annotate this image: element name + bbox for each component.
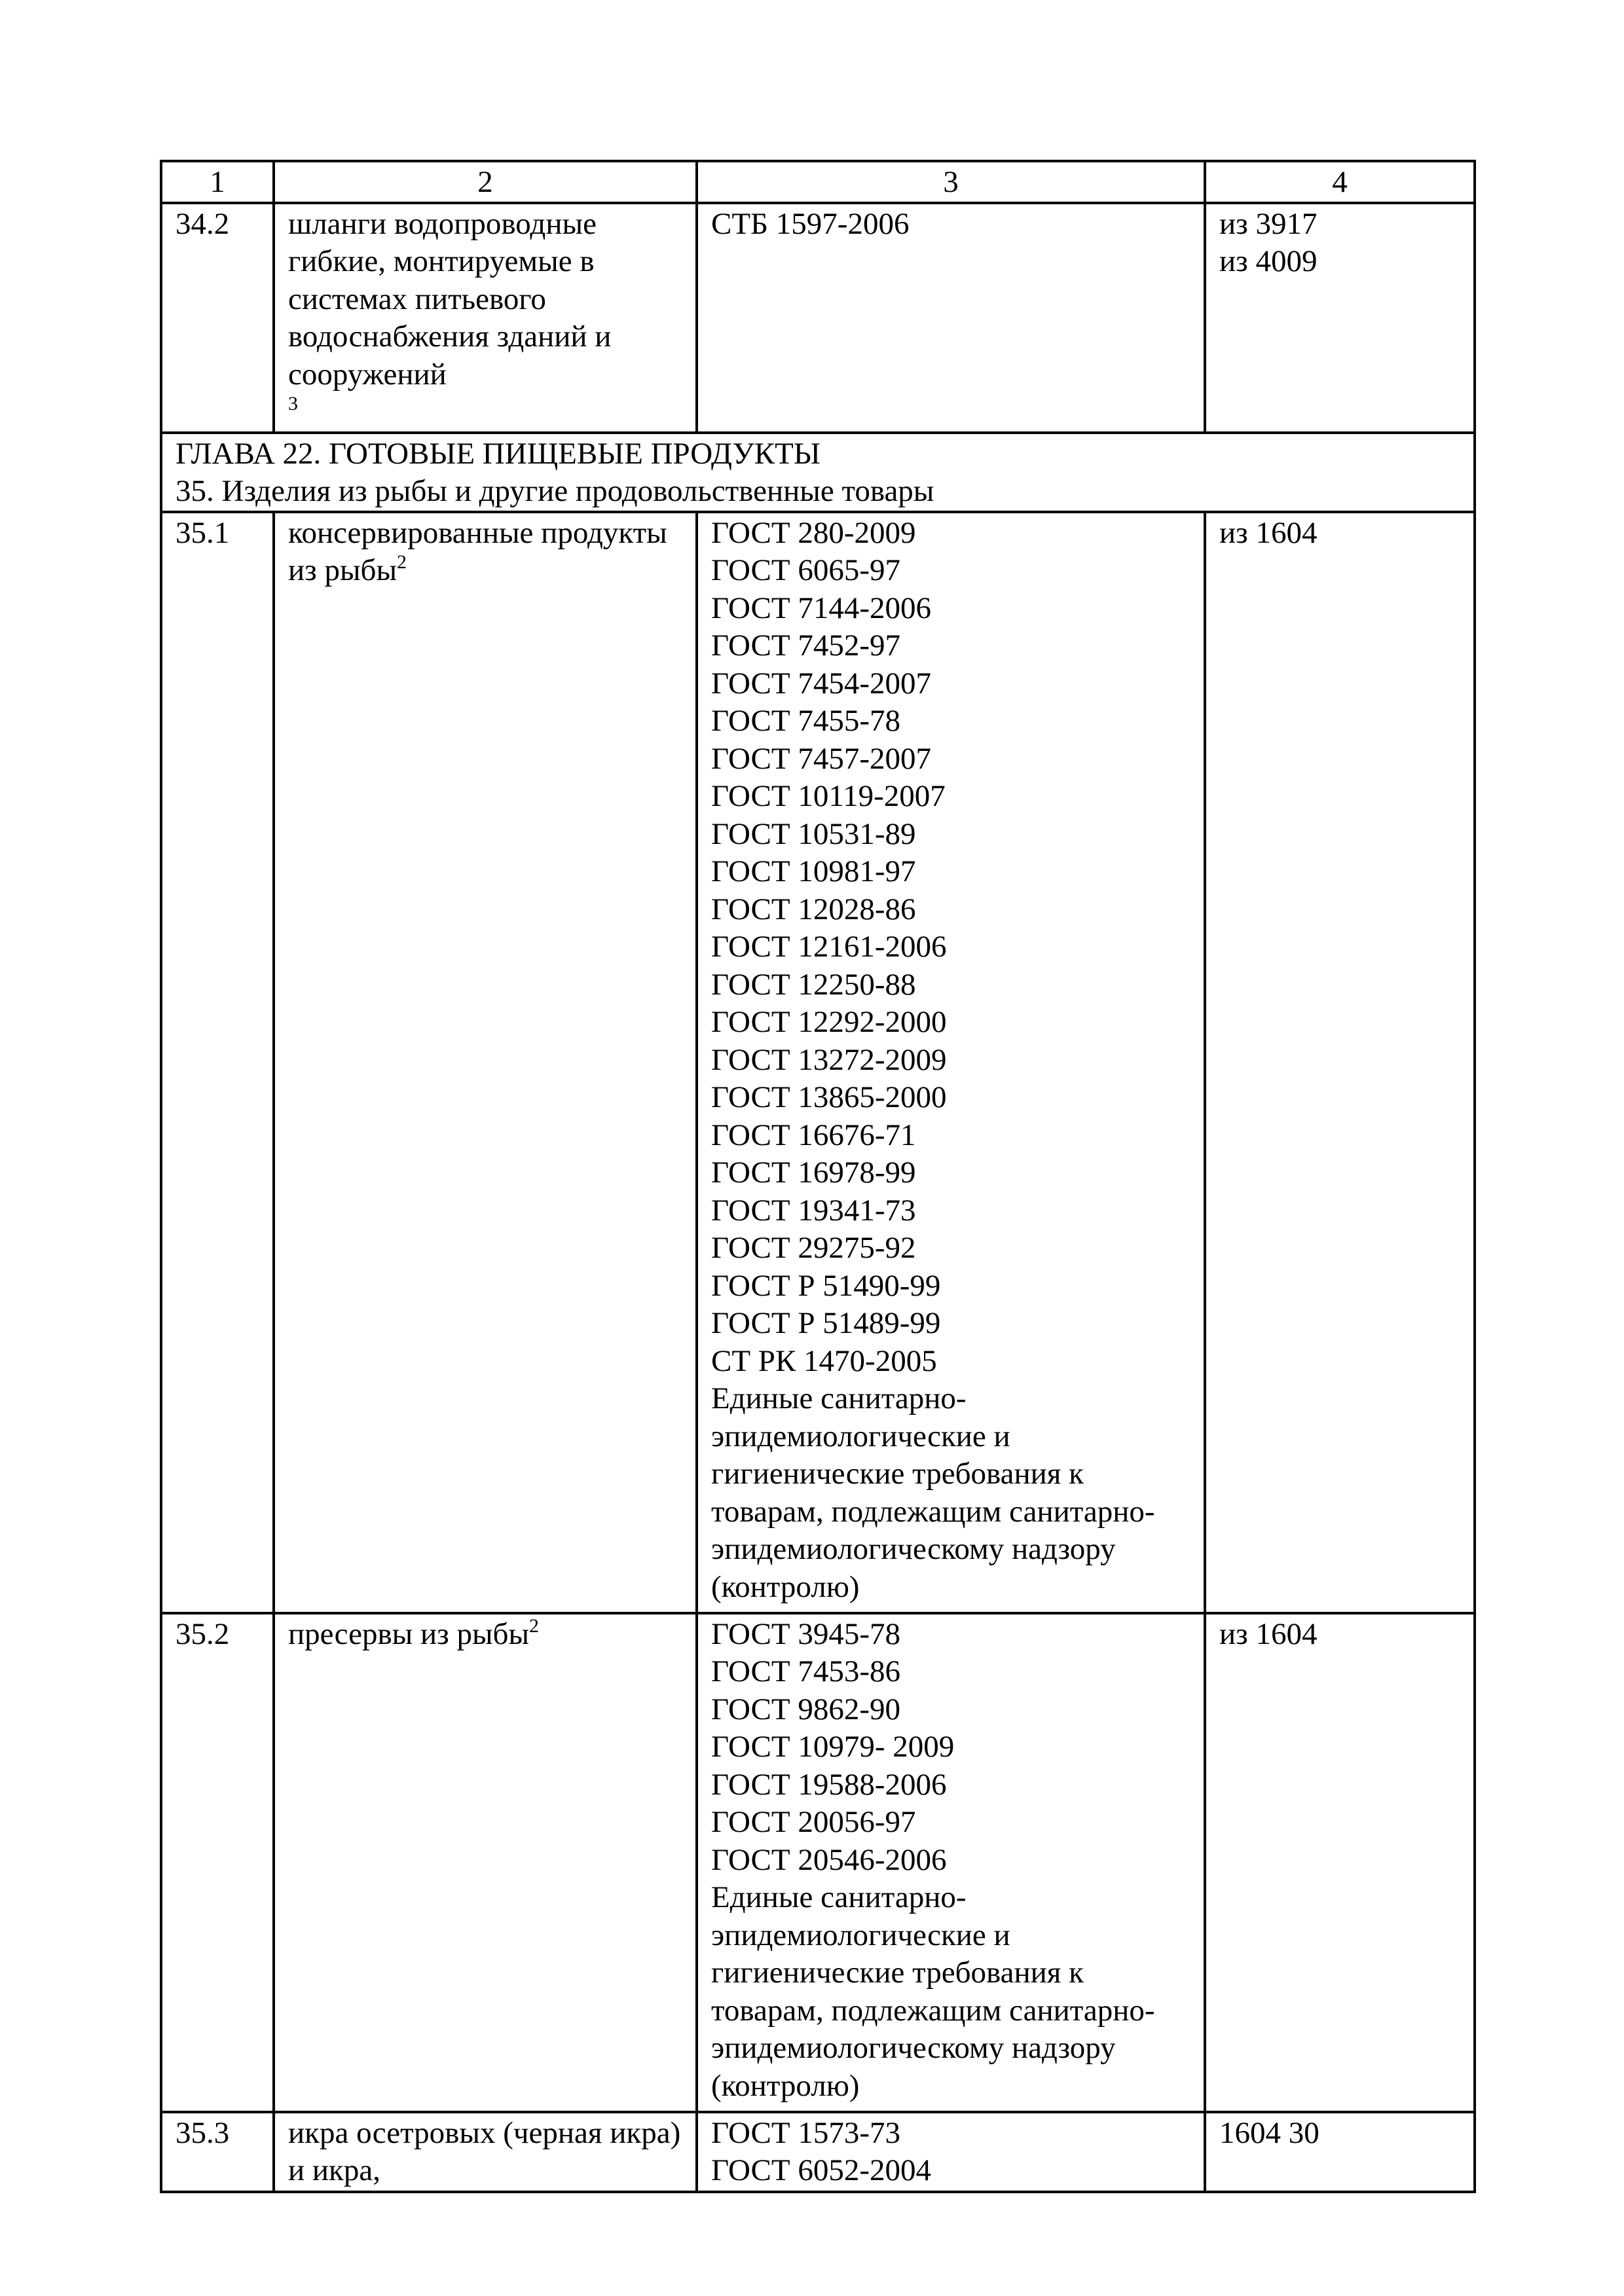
item-number: 34.2	[161, 203, 274, 433]
standard-item: ГОСТ 10981-97	[711, 854, 916, 888]
item-number: 35.3	[161, 2112, 274, 2192]
standard-item: ГОСТ 19588-2006	[711, 1767, 947, 1802]
product-name	[274, 203, 697, 433]
standard-item: эпидемиологические и	[711, 1419, 1010, 1453]
standard-item: ГОСТ 13272-2009	[711, 1042, 947, 1077]
column-number-1: 1	[161, 161, 274, 203]
standard-item: ГОСТ 20056-97	[711, 1805, 916, 1839]
standard-item: ГОСТ 280-2009	[711, 515, 916, 550]
standard-item: Единые санитарно-	[711, 1381, 967, 1415]
column-number-3: 3	[697, 161, 1205, 203]
standard-item: эпидемиологическому надзору	[711, 1532, 1116, 1566]
table-row	[161, 203, 1475, 433]
column-number-2: 2	[274, 161, 697, 203]
standard-item: ГОСТ 12161-2006	[711, 930, 947, 964]
item-number: 35.1	[161, 512, 274, 1613]
code-item: из 4009	[1219, 244, 1318, 278]
standard-item: ГОСТ 7453-86	[711, 1654, 900, 1688]
table-row	[161, 1613, 1475, 2112]
standard-item: гигиенические требования к	[711, 1956, 1084, 1990]
standard-item: ГОСТ 12028-86	[711, 892, 916, 926]
standard-item: (контролю)	[711, 2068, 860, 2103]
product-name	[274, 512, 697, 1613]
tn-ved-code	[1205, 512, 1475, 1613]
standard-item: товарам, подлежащим санитарно-	[711, 1494, 1155, 1529]
standards-list	[697, 203, 1205, 433]
standard-item: ГОСТ 9862-90	[711, 1692, 900, 1726]
standard-item: ГОСТ 7144-2006	[711, 591, 931, 625]
standards-list	[697, 512, 1205, 1613]
chapter-row	[161, 433, 1475, 512]
standard-item: ГОСТ Р 51490-99	[711, 1268, 941, 1303]
certification-table	[160, 160, 1476, 2193]
standard-item: гигиенические требования к	[711, 1457, 1084, 1491]
product-name-text: пресервы из рыбы	[288, 1616, 530, 1651]
column-number-row	[161, 161, 1475, 203]
standard-item: ГОСТ 19341-73	[711, 1193, 916, 1228]
standard-item: СТ РК 1470-2005	[711, 1343, 937, 1378]
product-name	[274, 1613, 697, 2112]
standard-item: товарам, подлежащим санитарно-	[711, 1993, 1155, 2028]
table-row	[161, 2112, 1475, 2192]
standard-item: ГОСТ 6065-97	[711, 553, 900, 587]
standard-item: ГОСТ 16676-71	[711, 1118, 916, 1152]
tn-ved-code	[1205, 2112, 1475, 2192]
product-name	[274, 2112, 697, 2192]
code-item: из 1604	[1219, 515, 1318, 550]
footnote-mark: 2	[397, 551, 407, 573]
standard-item: ГОСТ 29275-92	[711, 1231, 916, 1265]
standard-item: ГОСТ 13865-2000	[711, 1080, 947, 1114]
product-name-text: шланги водопроводные гибкие, монтируемые в системах питьевого водоснабжения зданий и сооружений	[288, 206, 612, 392]
standard-item: ГОСТ 10531-89	[711, 816, 916, 851]
standard-item: ГОСТ 7457-2007	[711, 741, 931, 776]
standard-item: ГОСТ 12292-2000	[711, 1005, 947, 1039]
chapter-heading	[161, 433, 1475, 512]
product-name-text: консервированные продукты из рыбы	[288, 515, 667, 587]
table-row	[161, 512, 1475, 1613]
chapter-title: ГЛАВА 22. ГОТОВЫЕ ПИЩЕВЫЕ ПРОДУКТЫ	[175, 436, 821, 471]
standard-item: эпидемиологические и	[711, 1918, 1010, 1952]
standard-item: ГОСТ 10119-2007	[711, 779, 946, 813]
standard-item: ГОСТ 6052-2004	[711, 2153, 931, 2187]
code-item: из 3917	[1219, 206, 1318, 241]
standard-item: ГОСТ 3945-78	[711, 1616, 900, 1651]
standard-item: (контролю)	[711, 1569, 860, 1604]
footnote-mark: 3	[288, 393, 298, 414]
tn-ved-code	[1205, 1613, 1475, 2112]
product-name-text: икра осетровых (черная икра) и икра,	[288, 2115, 681, 2187]
standard-item: ГОСТ 1573-73	[711, 2115, 900, 2150]
footnote-mark: 2	[529, 1614, 540, 1637]
standard-item: ГОСТ 7452-97	[711, 629, 900, 663]
standard-item: ГОСТ 10979- 2009	[711, 1730, 955, 1764]
standard-item: ГОСТ 12250-88	[711, 967, 916, 1002]
standard-item: ГОСТ 7454-2007	[711, 666, 931, 701]
standard-item: ГОСТ 20546-2006	[711, 1842, 947, 1877]
standard-item: ГОСТ Р 51489-99	[711, 1306, 941, 1340]
code-item: 1604 30	[1219, 2115, 1320, 2150]
standards-list	[697, 1613, 1205, 2112]
standard-item: эпидемиологическому надзору	[711, 2031, 1116, 2065]
tn-ved-code	[1205, 203, 1475, 433]
code-item: из 1604	[1219, 1616, 1318, 1651]
section-title: 35. Изделия из рыбы и другие продовольственные товары	[175, 474, 934, 508]
standard-item: ГОСТ 7455-78	[711, 704, 900, 738]
standard-item: ГОСТ 16978-99	[711, 1156, 916, 1190]
standard-item: СТБ 1597-2006	[711, 206, 910, 241]
standards-list	[697, 2112, 1205, 2192]
item-number: 35.2	[161, 1613, 274, 2112]
standard-item: Единые санитарно-	[711, 1880, 967, 1914]
column-number-4: 4	[1205, 161, 1475, 203]
